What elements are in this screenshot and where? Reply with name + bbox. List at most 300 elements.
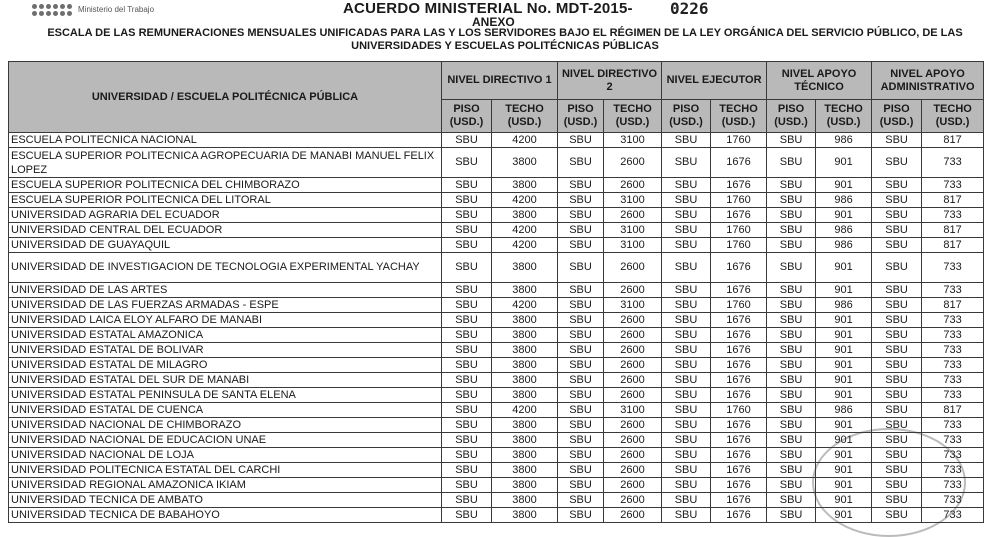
directivo1-piso: SBU [442, 178, 492, 193]
table-row [9, 178, 984, 193]
apoyo-tecnico-piso: SBU [767, 403, 816, 418]
directivo2-piso: SBU [558, 433, 604, 448]
apoyo-admin-techo: 733 [922, 328, 984, 343]
apoyo-tecnico-piso: SBU [767, 193, 816, 208]
table-row [9, 388, 984, 403]
subheader-techo: TECHO (USD.) [604, 100, 662, 133]
table-row [9, 133, 984, 148]
directivo1-piso: SBU [442, 373, 492, 388]
ejecutor-piso: SBU [662, 508, 711, 523]
ejecutor-piso: SBU [662, 358, 711, 373]
directivo1-piso: SBU [442, 148, 492, 178]
apoyo-admin-piso: SBU [872, 478, 922, 493]
directivo2-piso: SBU [558, 403, 604, 418]
university-name: UNIVERSIDAD DE LAS FUERZAS ARMADAS - ESPE [9, 298, 442, 313]
university-name: UNIVERSIDAD ESTATAL AMAZONICA [9, 328, 442, 343]
ejecutor-piso: SBU [662, 238, 711, 253]
ejecutor-piso: SBU [662, 328, 711, 343]
apoyo-tecnico-piso: SBU [767, 388, 816, 403]
ejecutor-techo: 1676 [711, 478, 767, 493]
directivo1-techo: 4200 [492, 403, 558, 418]
university-name: UNIVERSIDAD ESTATAL DE MILAGRO [9, 358, 442, 373]
ejecutor-techo: 1676 [711, 208, 767, 223]
directivo2-techo: 2600 [604, 358, 662, 373]
ejecutor-techo: 1676 [711, 433, 767, 448]
ejecutor-piso: SBU [662, 193, 711, 208]
apoyo-admin-techo: 733 [922, 388, 984, 403]
ejecutor-piso: SBU [662, 448, 711, 463]
directivo1-piso: SBU [442, 208, 492, 223]
directivo2-techo: 2600 [604, 343, 662, 358]
apoyo-tecnico-piso: SBU [767, 493, 816, 508]
directivo2-piso: SBU [558, 133, 604, 148]
ejecutor-piso: SBU [662, 463, 711, 478]
table-row [9, 463, 984, 478]
apoyo-tecnico-piso: SBU [767, 418, 816, 433]
apoyo-tecnico-techo: 901 [816, 508, 872, 523]
directivo1-piso: SBU [442, 418, 492, 433]
directivo2-piso: SBU [558, 508, 604, 523]
directivo1-piso: SBU [442, 448, 492, 463]
apoyo-tecnico-techo: 901 [816, 208, 872, 223]
apoyo-tecnico-piso: SBU [767, 328, 816, 343]
ejecutor-techo: 1760 [711, 223, 767, 238]
directivo1-techo: 4200 [492, 193, 558, 208]
ejecutor-piso: SBU [662, 373, 711, 388]
directivo1-techo: 4200 [492, 133, 558, 148]
ejecutor-techo: 1676 [711, 148, 767, 178]
apoyo-admin-techo: 733 [922, 508, 984, 523]
directivo1-piso: SBU [442, 193, 492, 208]
apoyo-tecnico-techo: 901 [816, 388, 872, 403]
apoyo-tecnico-techo: 986 [816, 223, 872, 238]
apoyo-tecnico-techo: 901 [816, 478, 872, 493]
ejecutor-techo: 1676 [711, 283, 767, 298]
directivo2-techo: 2600 [604, 448, 662, 463]
apoyo-admin-piso: SBU [872, 433, 922, 448]
ejecutor-techo: 1676 [711, 388, 767, 403]
apoyo-admin-piso: SBU [872, 388, 922, 403]
apoyo-admin-piso: SBU [872, 508, 922, 523]
apoyo-admin-piso: SBU [872, 448, 922, 463]
ejecutor-techo: 1676 [711, 253, 767, 283]
group-header-directivo-2: NIVEL DIRECTIVO 2 [558, 62, 662, 100]
ejecutor-techo: 1676 [711, 448, 767, 463]
directivo2-piso: SBU [558, 208, 604, 223]
directivo1-techo: 3800 [492, 208, 558, 223]
ejecutor-techo: 1676 [711, 313, 767, 328]
directivo2-techo: 2600 [604, 478, 662, 493]
directivo1-techo: 3800 [492, 343, 558, 358]
university-column-header: UNIVERSIDAD / ESCUELA POLITÉCNICA PÚBLICA [9, 62, 442, 133]
apoyo-tecnico-techo: 901 [816, 253, 872, 283]
directivo1-piso: SBU [442, 223, 492, 238]
apoyo-admin-piso: SBU [872, 313, 922, 328]
directivo2-techo: 3100 [604, 223, 662, 238]
university-name: UNIVERSIDAD LAICA ELOY ALFARO DE MANABI [9, 313, 442, 328]
ejecutor-piso: SBU [662, 178, 711, 193]
ejecutor-piso: SBU [662, 478, 711, 493]
ejecutor-piso: SBU [662, 313, 711, 328]
apoyo-tecnico-techo: 901 [816, 373, 872, 388]
ejecutor-techo: 1676 [711, 178, 767, 193]
table-row [9, 223, 984, 238]
apoyo-admin-techo: 733 [922, 178, 984, 193]
directivo2-techo: 2600 [604, 373, 662, 388]
apoyo-tecnico-techo: 901 [816, 283, 872, 298]
directivo1-techo: 3800 [492, 478, 558, 493]
apoyo-tecnico-piso: SBU [767, 208, 816, 223]
ejecutor-techo: 1760 [711, 193, 767, 208]
ejecutor-piso: SBU [662, 133, 711, 148]
directivo2-techo: 2600 [604, 433, 662, 448]
directivo1-techo: 3800 [492, 253, 558, 283]
directivo1-piso: SBU [442, 433, 492, 448]
apoyo-admin-piso: SBU [872, 238, 922, 253]
directivo2-piso: SBU [558, 463, 604, 478]
apoyo-admin-techo: 733 [922, 433, 984, 448]
university-name: UNIVERSIDAD DE INVESTIGACION DE TECNOLOGIA EXPERIMENTAL YACHAY [9, 253, 442, 283]
table-row [9, 283, 984, 298]
apoyo-tecnico-techo: 986 [816, 298, 872, 313]
apoyo-tecnico-techo: 986 [816, 193, 872, 208]
directivo2-techo: 2600 [604, 418, 662, 433]
table-row [9, 148, 984, 178]
apoyo-tecnico-techo: 986 [816, 238, 872, 253]
apoyo-tecnico-techo: 901 [816, 463, 872, 478]
table-row [9, 433, 984, 448]
group-header-directivo-1: NIVEL DIRECTIVO 1 [442, 62, 558, 100]
directivo2-techo: 2600 [604, 253, 662, 283]
apoyo-tecnico-piso: SBU [767, 238, 816, 253]
university-name: UNIVERSIDAD DE GUAYAQUIL [9, 238, 442, 253]
apoyo-admin-piso: SBU [872, 253, 922, 283]
university-name: UNIVERSIDAD REGIONAL AMAZONICA IKIAM [9, 478, 442, 493]
directivo1-piso: SBU [442, 403, 492, 418]
university-name: UNIVERSIDAD POLITECNICA ESTATAL DEL CARCHI [9, 463, 442, 478]
apoyo-admin-piso: SBU [872, 328, 922, 343]
apoyo-admin-techo: 733 [922, 418, 984, 433]
directivo1-piso: SBU [442, 328, 492, 343]
ejecutor-techo: 1760 [711, 238, 767, 253]
subheader-piso: PISO (USD.) [442, 100, 492, 133]
ejecutor-piso: SBU [662, 223, 711, 238]
university-name: UNIVERSIDAD DE LAS ARTES [9, 283, 442, 298]
annex-label: ANEXO [472, 15, 515, 29]
directivo1-techo: 3800 [492, 313, 558, 328]
apoyo-tecnico-piso: SBU [767, 463, 816, 478]
apoyo-tecnico-piso: SBU [767, 358, 816, 373]
directivo1-techo: 3800 [492, 508, 558, 523]
ejecutor-techo: 1676 [711, 328, 767, 343]
apoyo-tecnico-piso: SBU [767, 133, 816, 148]
apoyo-admin-piso: SBU [872, 403, 922, 418]
ejecutor-piso: SBU [662, 388, 711, 403]
apoyo-admin-techo: 733 [922, 148, 984, 178]
ejecutor-piso: SBU [662, 253, 711, 283]
ejecutor-piso: SBU [662, 418, 711, 433]
university-name: ESCUELA SUPERIOR POLITECNICA AGROPECUARIA DE MANABI MANUEL FELIX LOPEZ [9, 148, 442, 178]
subheader-techo: TECHO (USD.) [816, 100, 872, 133]
apoyo-tecnico-techo: 986 [816, 403, 872, 418]
directivo2-piso: SBU [558, 283, 604, 298]
directivo1-techo: 3800 [492, 493, 558, 508]
apoyo-admin-techo: 733 [922, 358, 984, 373]
apoyo-admin-piso: SBU [872, 343, 922, 358]
directivo1-techo: 3800 [492, 448, 558, 463]
directivo1-techo: 4200 [492, 298, 558, 313]
directivo2-piso: SBU [558, 178, 604, 193]
apoyo-tecnico-techo: 901 [816, 358, 872, 373]
ejecutor-techo: 1760 [711, 403, 767, 418]
directivo2-piso: SBU [558, 328, 604, 343]
directivo2-techo: 2600 [604, 328, 662, 343]
group-header-apoyo-administrativo: NIVEL APOYO ADMINISTRATIVO [872, 62, 984, 100]
apoyo-tecnico-techo: 901 [816, 418, 872, 433]
subheader-techo: TECHO (USD.) [492, 100, 558, 133]
subheader-piso: PISO (USD.) [767, 100, 816, 133]
subheader-techo: TECHO (USD.) [922, 100, 984, 133]
apoyo-admin-piso: SBU [872, 463, 922, 478]
directivo2-piso: SBU [558, 418, 604, 433]
directivo2-techo: 2600 [604, 313, 662, 328]
directivo1-piso: SBU [442, 283, 492, 298]
ejecutor-piso: SBU [662, 208, 711, 223]
ejecutor-techo: 1676 [711, 373, 767, 388]
directivo1-techo: 3800 [492, 358, 558, 373]
apoyo-tecnico-piso: SBU [767, 433, 816, 448]
apoyo-admin-techo: 733 [922, 208, 984, 223]
apoyo-admin-techo: 733 [922, 493, 984, 508]
apoyo-admin-piso: SBU [872, 418, 922, 433]
directivo2-techo: 2600 [604, 388, 662, 403]
directivo2-piso: SBU [558, 388, 604, 403]
directivo1-piso: SBU [442, 388, 492, 403]
university-name: UNIVERSIDAD ESTATAL DEL SUR DE MANABI [9, 373, 442, 388]
apoyo-tecnico-piso: SBU [767, 508, 816, 523]
university-name: UNIVERSIDAD ESTATAL DE CUENCA [9, 403, 442, 418]
apoyo-admin-piso: SBU [872, 193, 922, 208]
ejecutor-piso: SBU [662, 433, 711, 448]
apoyo-admin-piso: SBU [872, 133, 922, 148]
directivo2-piso: SBU [558, 223, 604, 238]
apoyo-admin-techo: 733 [922, 253, 984, 283]
apoyo-tecnico-techo: 901 [816, 328, 872, 343]
directivo1-piso: SBU [442, 343, 492, 358]
directivo1-piso: SBU [442, 238, 492, 253]
apoyo-admin-techo: 817 [922, 193, 984, 208]
ministry-name: Ministerio del Trabajo [78, 5, 155, 14]
apoyo-admin-techo: 733 [922, 373, 984, 388]
apoyo-tecnico-piso: SBU [767, 343, 816, 358]
apoyo-admin-piso: SBU [872, 493, 922, 508]
apoyo-admin-techo: 817 [922, 403, 984, 418]
document-title: ACUERDO MINISTERIAL No. MDT-2015- [343, 0, 633, 17]
apoyo-admin-piso: SBU [872, 208, 922, 223]
directivo2-piso: SBU [558, 238, 604, 253]
salary-scale-table [8, 61, 984, 523]
directivo1-techo: 3800 [492, 328, 558, 343]
group-header-apoyo-tecnico: NIVEL APOYO TÉCNICO [767, 62, 872, 100]
apoyo-tecnico-piso: SBU [767, 253, 816, 283]
ejecutor-piso: SBU [662, 403, 711, 418]
ejecutor-techo: 1760 [711, 298, 767, 313]
directivo1-piso: SBU [442, 478, 492, 493]
directivo2-piso: SBU [558, 343, 604, 358]
ejecutor-techo: 1760 [711, 133, 767, 148]
apoyo-tecnico-piso: SBU [767, 313, 816, 328]
directivo2-techo: 2600 [604, 283, 662, 298]
directivo1-techo: 3800 [492, 388, 558, 403]
table-row [9, 403, 984, 418]
apoyo-tecnico-techo: 901 [816, 343, 872, 358]
table-row [9, 253, 984, 283]
ejecutor-techo: 1676 [711, 493, 767, 508]
ejecutor-piso: SBU [662, 148, 711, 178]
directivo2-techo: 3100 [604, 403, 662, 418]
directivo1-piso: SBU [442, 463, 492, 478]
university-name: UNIVERSIDAD ESTATAL PENINSULA DE SANTA ELENA [9, 388, 442, 403]
table-row [9, 508, 984, 523]
university-name: ESCUELA SUPERIOR POLITECNICA DEL CHIMBORAZO [9, 178, 442, 193]
directivo1-piso: SBU [442, 133, 492, 148]
directivo2-techo: 3100 [604, 133, 662, 148]
table-row [9, 193, 984, 208]
university-name: UNIVERSIDAD TECNICA DE BABAHOYO [9, 508, 442, 523]
directivo2-piso: SBU [558, 313, 604, 328]
table-row [9, 448, 984, 463]
university-name: ESCUELA SUPERIOR POLITECNICA DEL LITORAL [9, 193, 442, 208]
apoyo-admin-techo: 817 [922, 223, 984, 238]
apoyo-tecnico-techo: 901 [816, 448, 872, 463]
apoyo-tecnico-techo: 901 [816, 178, 872, 193]
directivo2-piso: SBU [558, 478, 604, 493]
directivo2-techo: 2600 [604, 463, 662, 478]
apoyo-tecnico-piso: SBU [767, 178, 816, 193]
apoyo-admin-piso: SBU [872, 298, 922, 313]
ejecutor-piso: SBU [662, 298, 711, 313]
directivo2-piso: SBU [558, 373, 604, 388]
university-name: ESCUELA POLITECNICA NACIONAL [9, 133, 442, 148]
apoyo-tecnico-techo: 901 [816, 433, 872, 448]
apoyo-tecnico-piso: SBU [767, 478, 816, 493]
directivo2-techo: 2600 [604, 493, 662, 508]
document-number: 0226 [670, 0, 709, 18]
ejecutor-techo: 1676 [711, 343, 767, 358]
apoyo-tecnico-piso: SBU [767, 448, 816, 463]
table-row [9, 358, 984, 373]
apoyo-admin-techo: 817 [922, 298, 984, 313]
directivo1-techo: 3800 [492, 283, 558, 298]
table-row [9, 373, 984, 388]
apoyo-tecnico-techo: 901 [816, 148, 872, 178]
directivo2-techo: 2600 [604, 178, 662, 193]
table-row [9, 343, 984, 358]
apoyo-tecnico-techo: 986 [816, 133, 872, 148]
table-row [9, 298, 984, 313]
directivo2-techo: 3100 [604, 298, 662, 313]
directivo1-techo: 4200 [492, 223, 558, 238]
directivo1-piso: SBU [442, 358, 492, 373]
apoyo-admin-techo: 733 [922, 283, 984, 298]
apoyo-admin-techo: 733 [922, 478, 984, 493]
logo-dots-icon [32, 4, 72, 16]
apoyo-admin-piso: SBU [872, 148, 922, 178]
university-name: UNIVERSIDAD NACIONAL DE EDUCACION UNAE [9, 433, 442, 448]
directivo1-techo: 3800 [492, 433, 558, 448]
apoyo-admin-techo: 817 [922, 133, 984, 148]
directivo1-techo: 3800 [492, 373, 558, 388]
ejecutor-techo: 1676 [711, 508, 767, 523]
apoyo-admin-techo: 733 [922, 463, 984, 478]
directivo2-piso: SBU [558, 298, 604, 313]
apoyo-admin-piso: SBU [872, 178, 922, 193]
document-subtitle: ESCALA DE LAS REMUNERACIONES MENSUALES UNIFICADAS PARA LAS Y LOS SERVIDORES BAJO EL RÉGIMEN DE LA LEY ORGÁNICA DEL SERVICIO PÚBLICO, DE LAS UNIVERSIDADES Y ESCUELAS POLITÉCNICAS PÚBLICAS [47, 27, 963, 52]
directivo2-techo: 2600 [604, 508, 662, 523]
table-row [9, 328, 984, 343]
ministry-logo [32, 4, 154, 16]
directivo2-techo: 2600 [604, 208, 662, 223]
apoyo-tecnico-piso: SBU [767, 148, 816, 178]
directivo1-techo: 3800 [492, 463, 558, 478]
apoyo-admin-piso: SBU [872, 283, 922, 298]
directivo2-piso: SBU [558, 448, 604, 463]
apoyo-admin-piso: SBU [872, 223, 922, 238]
apoyo-tecnico-piso: SBU [767, 298, 816, 313]
directivo2-piso: SBU [558, 148, 604, 178]
university-name: UNIVERSIDAD NACIONAL DE CHIMBORAZO [9, 418, 442, 433]
directivo1-techo: 4200 [492, 238, 558, 253]
directivo2-piso: SBU [558, 493, 604, 508]
ejecutor-techo: 1676 [711, 418, 767, 433]
directivo2-techo: 3100 [604, 238, 662, 253]
directivo1-piso: SBU [442, 508, 492, 523]
directivo1-piso: SBU [442, 313, 492, 328]
table-row [9, 418, 984, 433]
apoyo-admin-piso: SBU [872, 358, 922, 373]
directivo2-piso: SBU [558, 358, 604, 373]
university-name: UNIVERSIDAD NACIONAL DE LOJA [9, 448, 442, 463]
ejecutor-techo: 1676 [711, 463, 767, 478]
apoyo-admin-techo: 817 [922, 238, 984, 253]
ejecutor-piso: SBU [662, 283, 711, 298]
directivo1-techo: 3800 [492, 178, 558, 193]
apoyo-tecnico-piso: SBU [767, 373, 816, 388]
ejecutor-piso: SBU [662, 343, 711, 358]
subheader-piso: PISO (USD.) [558, 100, 604, 133]
group-header-ejecutor: NIVEL EJECUTOR [662, 62, 767, 100]
apoyo-tecnico-piso: SBU [767, 283, 816, 298]
apoyo-admin-techo: 733 [922, 448, 984, 463]
directivo2-piso: SBU [558, 193, 604, 208]
apoyo-admin-piso: SBU [872, 373, 922, 388]
directivo1-piso: SBU [442, 493, 492, 508]
ejecutor-piso: SBU [662, 493, 711, 508]
ejecutor-techo: 1676 [711, 358, 767, 373]
directivo2-techo: 2600 [604, 148, 662, 178]
directivo1-piso: SBU [442, 298, 492, 313]
subheader-techo: TECHO (USD.) [711, 100, 767, 133]
table-row [9, 313, 984, 328]
subheader-piso: PISO (USD.) [872, 100, 922, 133]
university-name: UNIVERSIDAD CENTRAL DEL ECUADOR [9, 223, 442, 238]
apoyo-tecnico-techo: 901 [816, 313, 872, 328]
university-name: UNIVERSIDAD TECNICA DE AMBATO [9, 493, 442, 508]
apoyo-tecnico-techo: 901 [816, 493, 872, 508]
table-row [9, 208, 984, 223]
directivo2-piso: SBU [558, 253, 604, 283]
table-row [9, 478, 984, 493]
